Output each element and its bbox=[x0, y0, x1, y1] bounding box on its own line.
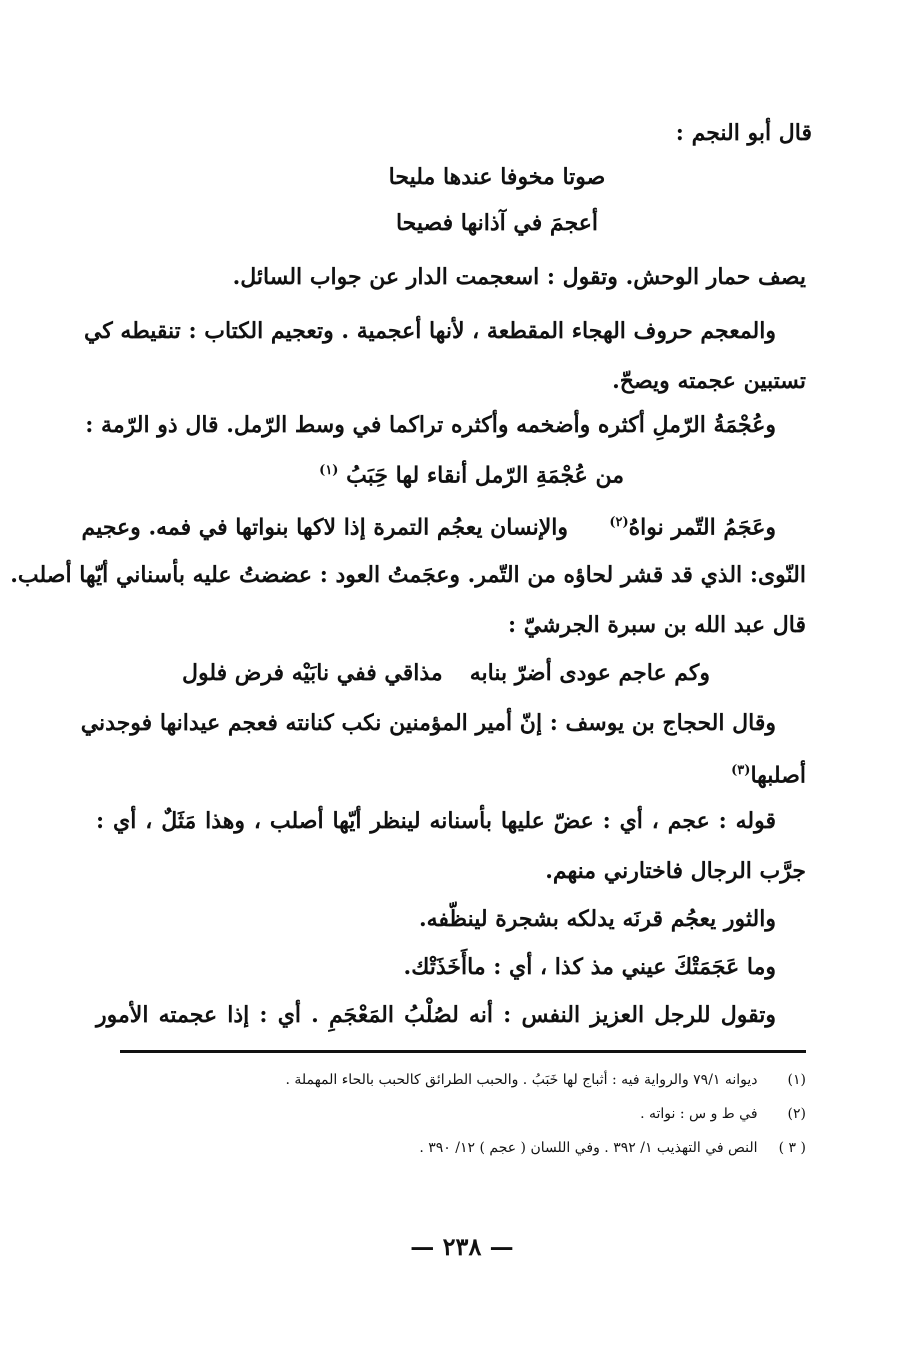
paragraph-line: وعُجْمَةُ الرّملِ أكثره وأضخمه وأكثره تراكما في وسط الرّمل. قال ذو الرّمة : bbox=[85, 412, 776, 438]
footnote-ref-3: (٣) bbox=[731, 763, 751, 778]
paragraph-line: وقال الحجاج بن يوسف : إنّ أمير المؤمنين نكب كنانته فعجم عيدانها فوجدني bbox=[80, 710, 776, 736]
page-number: — ٢٣٨ — bbox=[410, 1232, 514, 1261]
paragraph-line bbox=[96, 756, 806, 790]
footnote-divider bbox=[120, 1050, 806, 1053]
verse-line-2: أعجمَ في آذانها فصيحا bbox=[395, 210, 599, 236]
footnote-text: النص في التهذيب ١/ ٣٩٢ . وفي اللسان ( عجم ) ١٢/ ٣٩٠ . bbox=[419, 1140, 758, 1156]
footnote-ref-2: (٢) bbox=[609, 515, 629, 530]
verse-quote-line bbox=[96, 456, 624, 490]
footnote-text: ديوانه ٧٩/١ والرواية فيه : أثباج لها خَبَبُ . والحبب الطرائق كالحبب بالحاء المهملة . bbox=[285, 1072, 758, 1088]
paragraph-line: وتقول للرجل العزيز النفس : أنه لصُلْبُ المَعْجَمِ . أي : إذا عجمته الأمور bbox=[96, 1002, 776, 1028]
footnote-text: في ط و س : نواته . bbox=[640, 1106, 758, 1122]
poet-heading: قال عبد الله بن سبرة الجرشيّ : bbox=[507, 612, 806, 638]
paragraph-line: يصف حمار الوحش. وتقول : اسعجمت الدار عن جواب السائل. bbox=[232, 264, 806, 290]
paragraph-line: والمعجم حروف الهجاء المقطعة ، لأنها أعجمية . وتعجيم الكتاب : تنقيطه كي bbox=[83, 318, 776, 344]
verse-line-1: صوتا مخوفا عندها مليحا bbox=[388, 164, 606, 190]
paragraph-line: جرَّب الرجال فاختارني منهم. bbox=[545, 858, 806, 884]
footnote-3 bbox=[120, 1138, 806, 1158]
verse-quote-text: من عُجْمَةِ الرّمل أنقاء لها حَِبَبُ bbox=[346, 462, 624, 489]
footnote-number: ( ٣ ) bbox=[778, 1140, 806, 1156]
verse-hemistich-left: مذاقي ففي نابَيْه فرض فلول bbox=[182, 660, 443, 686]
verse-hemistich-right: وكم عاجم عودى أضرّ بنابه bbox=[469, 660, 710, 686]
paragraph-text: والإنسان يعجُم التمرة إذا لاكها بنواتها في فمه. وعجيم bbox=[81, 514, 568, 541]
paragraph-line: النّوى: الذي قد قشر لحاؤه من التّمر. وعجَمتُ العود : عضضتُ عليه بأسناني أيّها أصلب. bbox=[10, 562, 806, 588]
paragraph-line: والثور يعجُم قرنَه يدلكه بشجرة لينظّفه. bbox=[418, 906, 776, 932]
footnote-number: (١) bbox=[787, 1072, 806, 1088]
paragraph-line bbox=[81, 508, 776, 542]
paragraph-line: وما عَجَمَتْكَ عيني مذ كذا ، أي : ماأَخَذَتْك. bbox=[403, 954, 776, 980]
paragraph-text: أصلبها bbox=[750, 762, 806, 789]
paragraph-text: وعَجَمُ التّمر نواهُ bbox=[628, 514, 776, 541]
footnote-2 bbox=[120, 1104, 806, 1124]
paragraph-line: تستبين عجمته ويصحّ. bbox=[612, 368, 806, 394]
paragraph-line: قوله : عجم ، أي : عضّ عليها بأسنانه لينظر أيّها أصلب ، وهذا مَثَلٌ ، أي : bbox=[96, 808, 776, 834]
footnote-number: (٢) bbox=[787, 1106, 806, 1122]
footnote-ref-1: (١) bbox=[319, 463, 339, 478]
poet-heading: قال أبو النجم : bbox=[675, 120, 812, 146]
footnote-1 bbox=[120, 1070, 806, 1090]
